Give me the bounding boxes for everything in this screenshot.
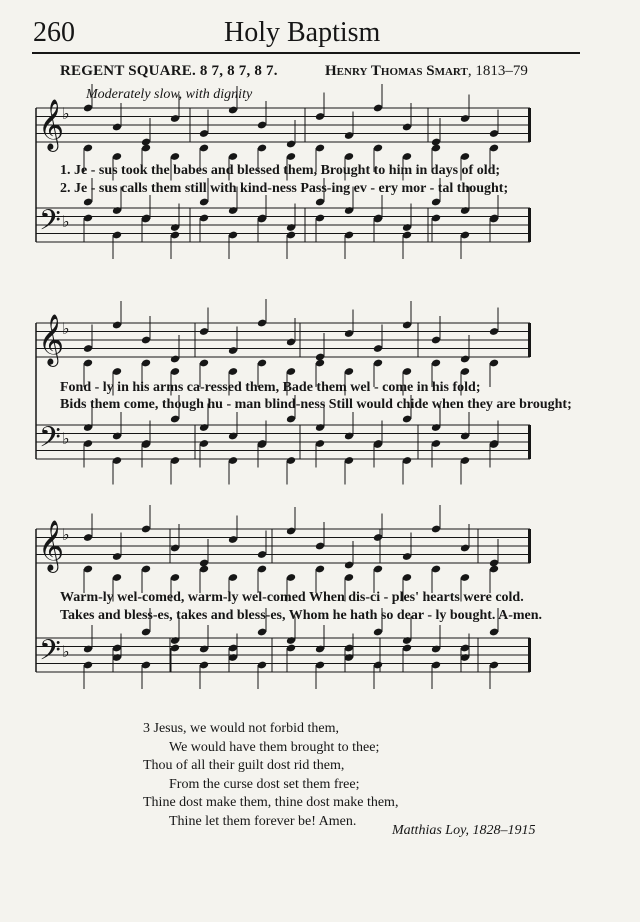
final-bar bbox=[528, 208, 531, 242]
flat-sign: ♭ bbox=[62, 104, 70, 123]
system1-verse1-lyrics: 1. Je - sus took the babes and blessed them, Brought to him in days of old; bbox=[60, 163, 501, 178]
bass-clef: 𝄢 bbox=[39, 204, 61, 244]
flat-sign: ♭ bbox=[62, 319, 70, 338]
composer-name: Henry Thomas Smart bbox=[325, 63, 468, 79]
system2-verse2-lyrics: Bids them come, though hu - man blind-ness Still would chide when they are brought; bbox=[60, 397, 572, 412]
flat-sign: ♭ bbox=[62, 212, 70, 231]
bass-clef: 𝄢 bbox=[39, 421, 61, 461]
author-dates: , 1828–1915 bbox=[465, 823, 536, 838]
verse3-line: 3 Jesus, we would not forbid them, bbox=[143, 721, 339, 736]
tempo-marking: Moderately slow, with dignity bbox=[86, 87, 253, 102]
treble-clef: 𝄞 bbox=[38, 314, 65, 365]
verse3-line: Thou of all their guilt dost rid them, bbox=[143, 758, 345, 774]
final-bar bbox=[528, 529, 531, 563]
flat-sign: ♭ bbox=[62, 525, 70, 544]
system3-verse1-lyrics: Warm-ly wel-comed, warm-ly wel-comed When dis-ci - ples' hearts were cold. bbox=[60, 590, 524, 605]
verse3-line: Thine let them forever be! Amen. bbox=[169, 813, 357, 829]
author-credit bbox=[392, 823, 536, 839]
final-bar bbox=[528, 108, 531, 142]
treble-clef: 𝄞 bbox=[38, 520, 65, 571]
flat-sign: ♭ bbox=[62, 642, 70, 661]
author-name: Matthias Loy bbox=[392, 823, 466, 838]
system1-verse2-lyrics: 2. Je - sus calls them still with kind-ness Pass-ing ev - ery mor - tal thought; bbox=[60, 181, 509, 196]
verse3-line: We would have them brought to thee; bbox=[169, 739, 380, 755]
system3-verse2-lyrics: Takes and bless-es, takes and bless-es, Whom he hath so dear - ly bought. A-men. bbox=[60, 608, 543, 623]
verse3-line: Thine dost make them, thine dost make them, bbox=[143, 795, 399, 811]
tune-name: REGENT SQUARE. 8 7, 8 7, 8 7. bbox=[60, 63, 278, 79]
final-bar bbox=[528, 425, 531, 459]
final-bar bbox=[528, 638, 531, 672]
bass-clef: 𝄢 bbox=[39, 634, 61, 674]
page-title: Holy Baptism bbox=[224, 17, 381, 48]
final-bar bbox=[528, 323, 531, 357]
verse3-line: From the curse dost set them free; bbox=[169, 776, 360, 792]
page-number: 260 bbox=[33, 17, 75, 48]
verse-3 bbox=[143, 720, 398, 832]
treble-clef: 𝄞 bbox=[38, 99, 65, 150]
composer-dates: , 1813–79 bbox=[467, 63, 528, 79]
system2-verse1-lyrics: Fond - ly in his arms ca-ressed them, Bade them wel - come in his fold; bbox=[60, 380, 481, 395]
flat-sign: ♭ bbox=[62, 429, 70, 448]
